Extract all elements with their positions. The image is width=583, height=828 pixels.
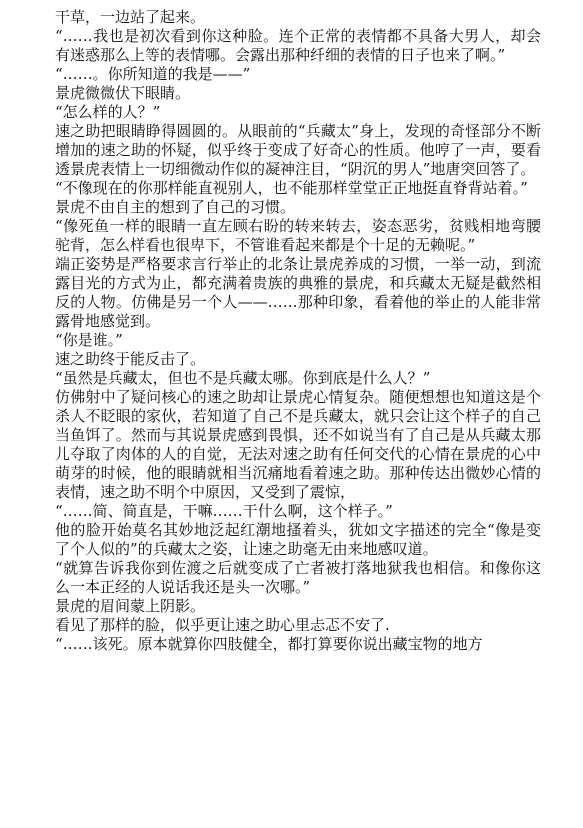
paragraph-2: “……我也是初次看到你这种脸。连个正常的表情都不具备大男人，却会有迷惑那么上等的表情哪。会露出那种纤细的表情的日子也来了啊。”: [55, 27, 541, 64]
paragraph-17: “就算告诉我你到佐渡之后就变成了亡者被打落地狱我也相信。和像你这么一本正经的人说话我还是头一次哪。”: [55, 559, 541, 596]
paragraph-4: 景虎微微伏下眼睛。: [55, 84, 191, 102]
paragraph-6: 速之助把眼睛睁得圆圆的。从眼前的“兵藏太”身上，发现的奇怪部分不断增加的速之助的怀疑，似乎终于变成了好奇心的性质。他哼了一声，要看透景虎表情上一切细微动作似的凝神注目，“阴沉的男人”地唐突回答了。: [55, 122, 541, 178]
paragraph-7: “不像现在的你那样能直视别人，也不能那样堂堂正正地挺直脊背站着。”: [55, 179, 528, 197]
paragraph-3: “……。你所知道的我是——”: [55, 65, 251, 83]
paragraph-14: 仿佛射中了疑问核心的速之助却让景虎心情复杂。随便想想也知道这是个杀人不眨眼的家伙，若知道了自己不是兵藏太，就只会让这个样子的自己当鱼饵了。然而与其说景虎感到畏惧，还不如说当有了自己是从兵藏太那儿夺取了肉体的人的自觉，无法对速之助有任何交代的心情在景虎的心中萌芽的时候，他的眼睛就相当沉痛地看着速之助。那种传达出微妙心情的表情，速之助不明个中原因，又受到了震惊，: [55, 388, 541, 501]
paragraph-9: “像死鱼一样的眼睛一直左顾右盼的转来转去，姿态恶劣，贫贱相地弯腰驼背，怎么样看也很卑下，不管谁看起来都是个十足的无赖呢。”: [55, 217, 541, 254]
paragraph-10: 端正姿势是严格要求言行举止的北条让景虎养成的习惯，一举一动，到流露目光的方式为止，都充满着贵族的典雅的景虎，和兵藏太无疑是截然相反的人物。仿佛是另一个人——……那种印象，看着他的举止的人能非常露骨地感觉到。: [55, 255, 541, 330]
paragraph-1: 干草，一边站了起来。: [55, 8, 206, 26]
paragraph-13: “虽然是兵藏太，但也不是兵藏太哪。你到底是什么人？”: [55, 369, 431, 387]
paragraph-12: 速之助终于能反击了。: [55, 350, 206, 368]
paragraph-11: “你是谁。”: [55, 331, 123, 349]
paragraph-15: “……简、简直是，干嘛……干什么啊，这个样子。”: [55, 502, 393, 520]
paragraph-16: 他的脸开始莫名其妙地泛起红潮地搔着头，犹如文字描述的完全“像是变了个人似的”的兵藏太之姿，让速之助毫无由来地感叹道。: [55, 521, 541, 558]
paragraph-18: 景虎的眉间蒙上阴影。: [55, 597, 206, 615]
paragraph-5: “怎么样的人？”: [55, 103, 161, 121]
paragraph-8: 景虎不由自主的想到了自己的习惯。: [55, 198, 296, 216]
paragraph-19: 看见了那样的脸，似乎更让速之助心里忐忑不安了.: [55, 616, 390, 634]
paragraph-20: “……该死。原本就算你四肢健全，都打算要你说出藏宝物的地方: [55, 635, 483, 653]
